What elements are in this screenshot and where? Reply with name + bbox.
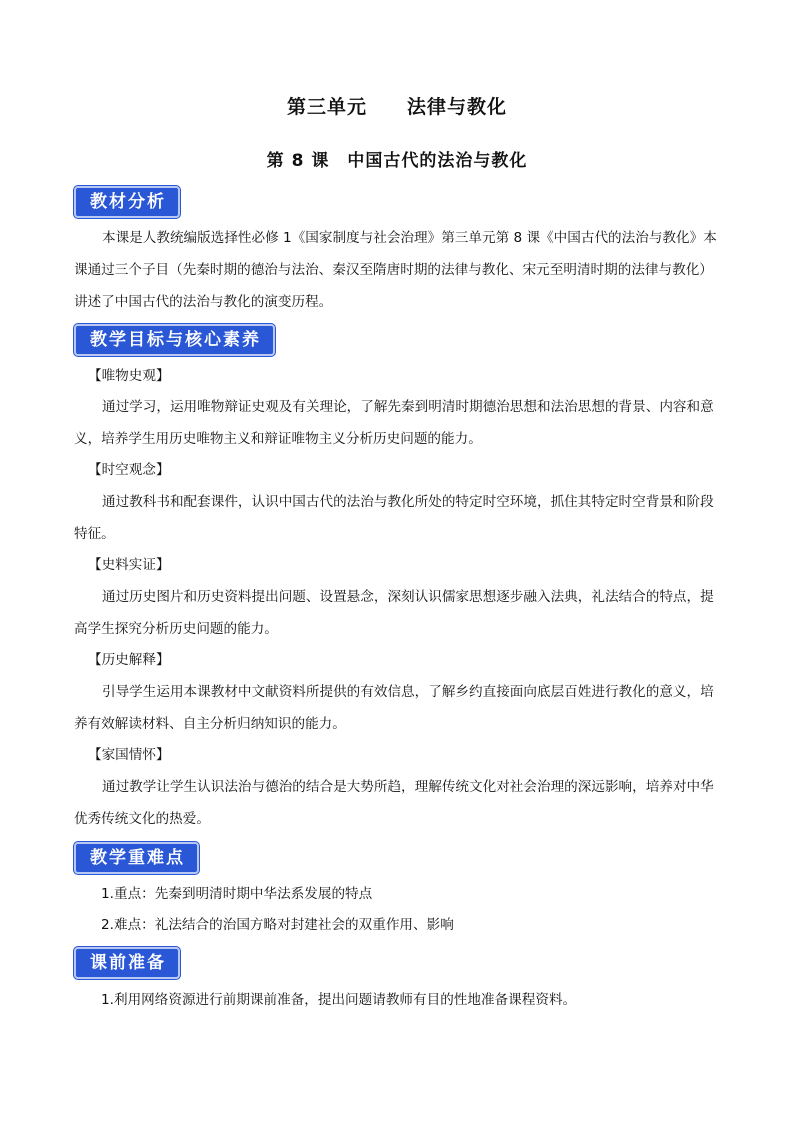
keypoint-item: 2.难点：礼法结合的治国方略对封建社会的双重作用、影响	[101, 917, 454, 933]
keypoint-item: 1.重点：先秦到明清时期中华法系发展的特点	[101, 886, 373, 902]
goal-label: 【历史解释】	[88, 652, 170, 668]
goal-label: 【唯物史观】	[88, 368, 170, 384]
goal-label: 【史料实证】	[88, 557, 170, 573]
section-heading-analysis: 教材分析	[74, 186, 180, 218]
goal-paragraph: 通过教科书和配套课件，认识中国古代的法治与教化所处的特定时空环境，抓住其特定时空背景和阶段特征。	[74, 494, 714, 542]
goal-label: 【时空观念】	[88, 462, 170, 478]
unit-title: 第三单元 法律与教化	[286, 96, 507, 118]
section-heading-goals: 教学目标与核心素养	[74, 324, 275, 356]
analysis-paragraph: 本课是人教统编版选择性必修 1《国家制度与社会治理》第三单元第 8 课《中国古代的法治与教化》本课通过三个子目（先秦时期的德治与法治、秦汉至隋唐时期的法律与教化、宋元至明清时期的法律与教化）讲述了中国古代的法治与教化的演变历程。	[74, 230, 717, 310]
lesson-title: 第 8 课 中国古代的法治与教化	[266, 151, 528, 171]
goal-paragraph: 通过历史图片和历史资料提出问题、设置悬念，深刻认识儒家思想逐步融入法典，礼法结合的特点，提高学生探究分析历史问题的能力。	[74, 589, 714, 637]
prep-item: 1.利用网络资源进行前期课前准备，提出问题请教师有目的性地准备课程资料。	[101, 992, 577, 1008]
goal-label: 【家国情怀】	[88, 747, 170, 763]
goal-paragraph: 通过学习，运用唯物辩证史观及有关理论，了解先秦到明清时期德治思想和法治思想的背景、内容和意义，培养学生用历史唯物主义和辩证唯物主义分析历史问题的能力。	[74, 399, 714, 447]
goal-paragraph: 引导学生运用本课教材中文献资料所提供的有效信息，了解乡约直接面向底层百姓进行教化的意义，培养有效解读材料、自主分析归纳知识的能力。	[74, 684, 714, 732]
section-heading-keypoints: 教学重难点	[74, 842, 199, 874]
section-heading-prep: 课前准备	[74, 947, 180, 979]
goal-paragraph: 通过教学让学生认识法治与德治的结合是大势所趋，理解传统文化对社会治理的深远影响，培养对中华优秀传统文化的热爱。	[74, 779, 714, 827]
